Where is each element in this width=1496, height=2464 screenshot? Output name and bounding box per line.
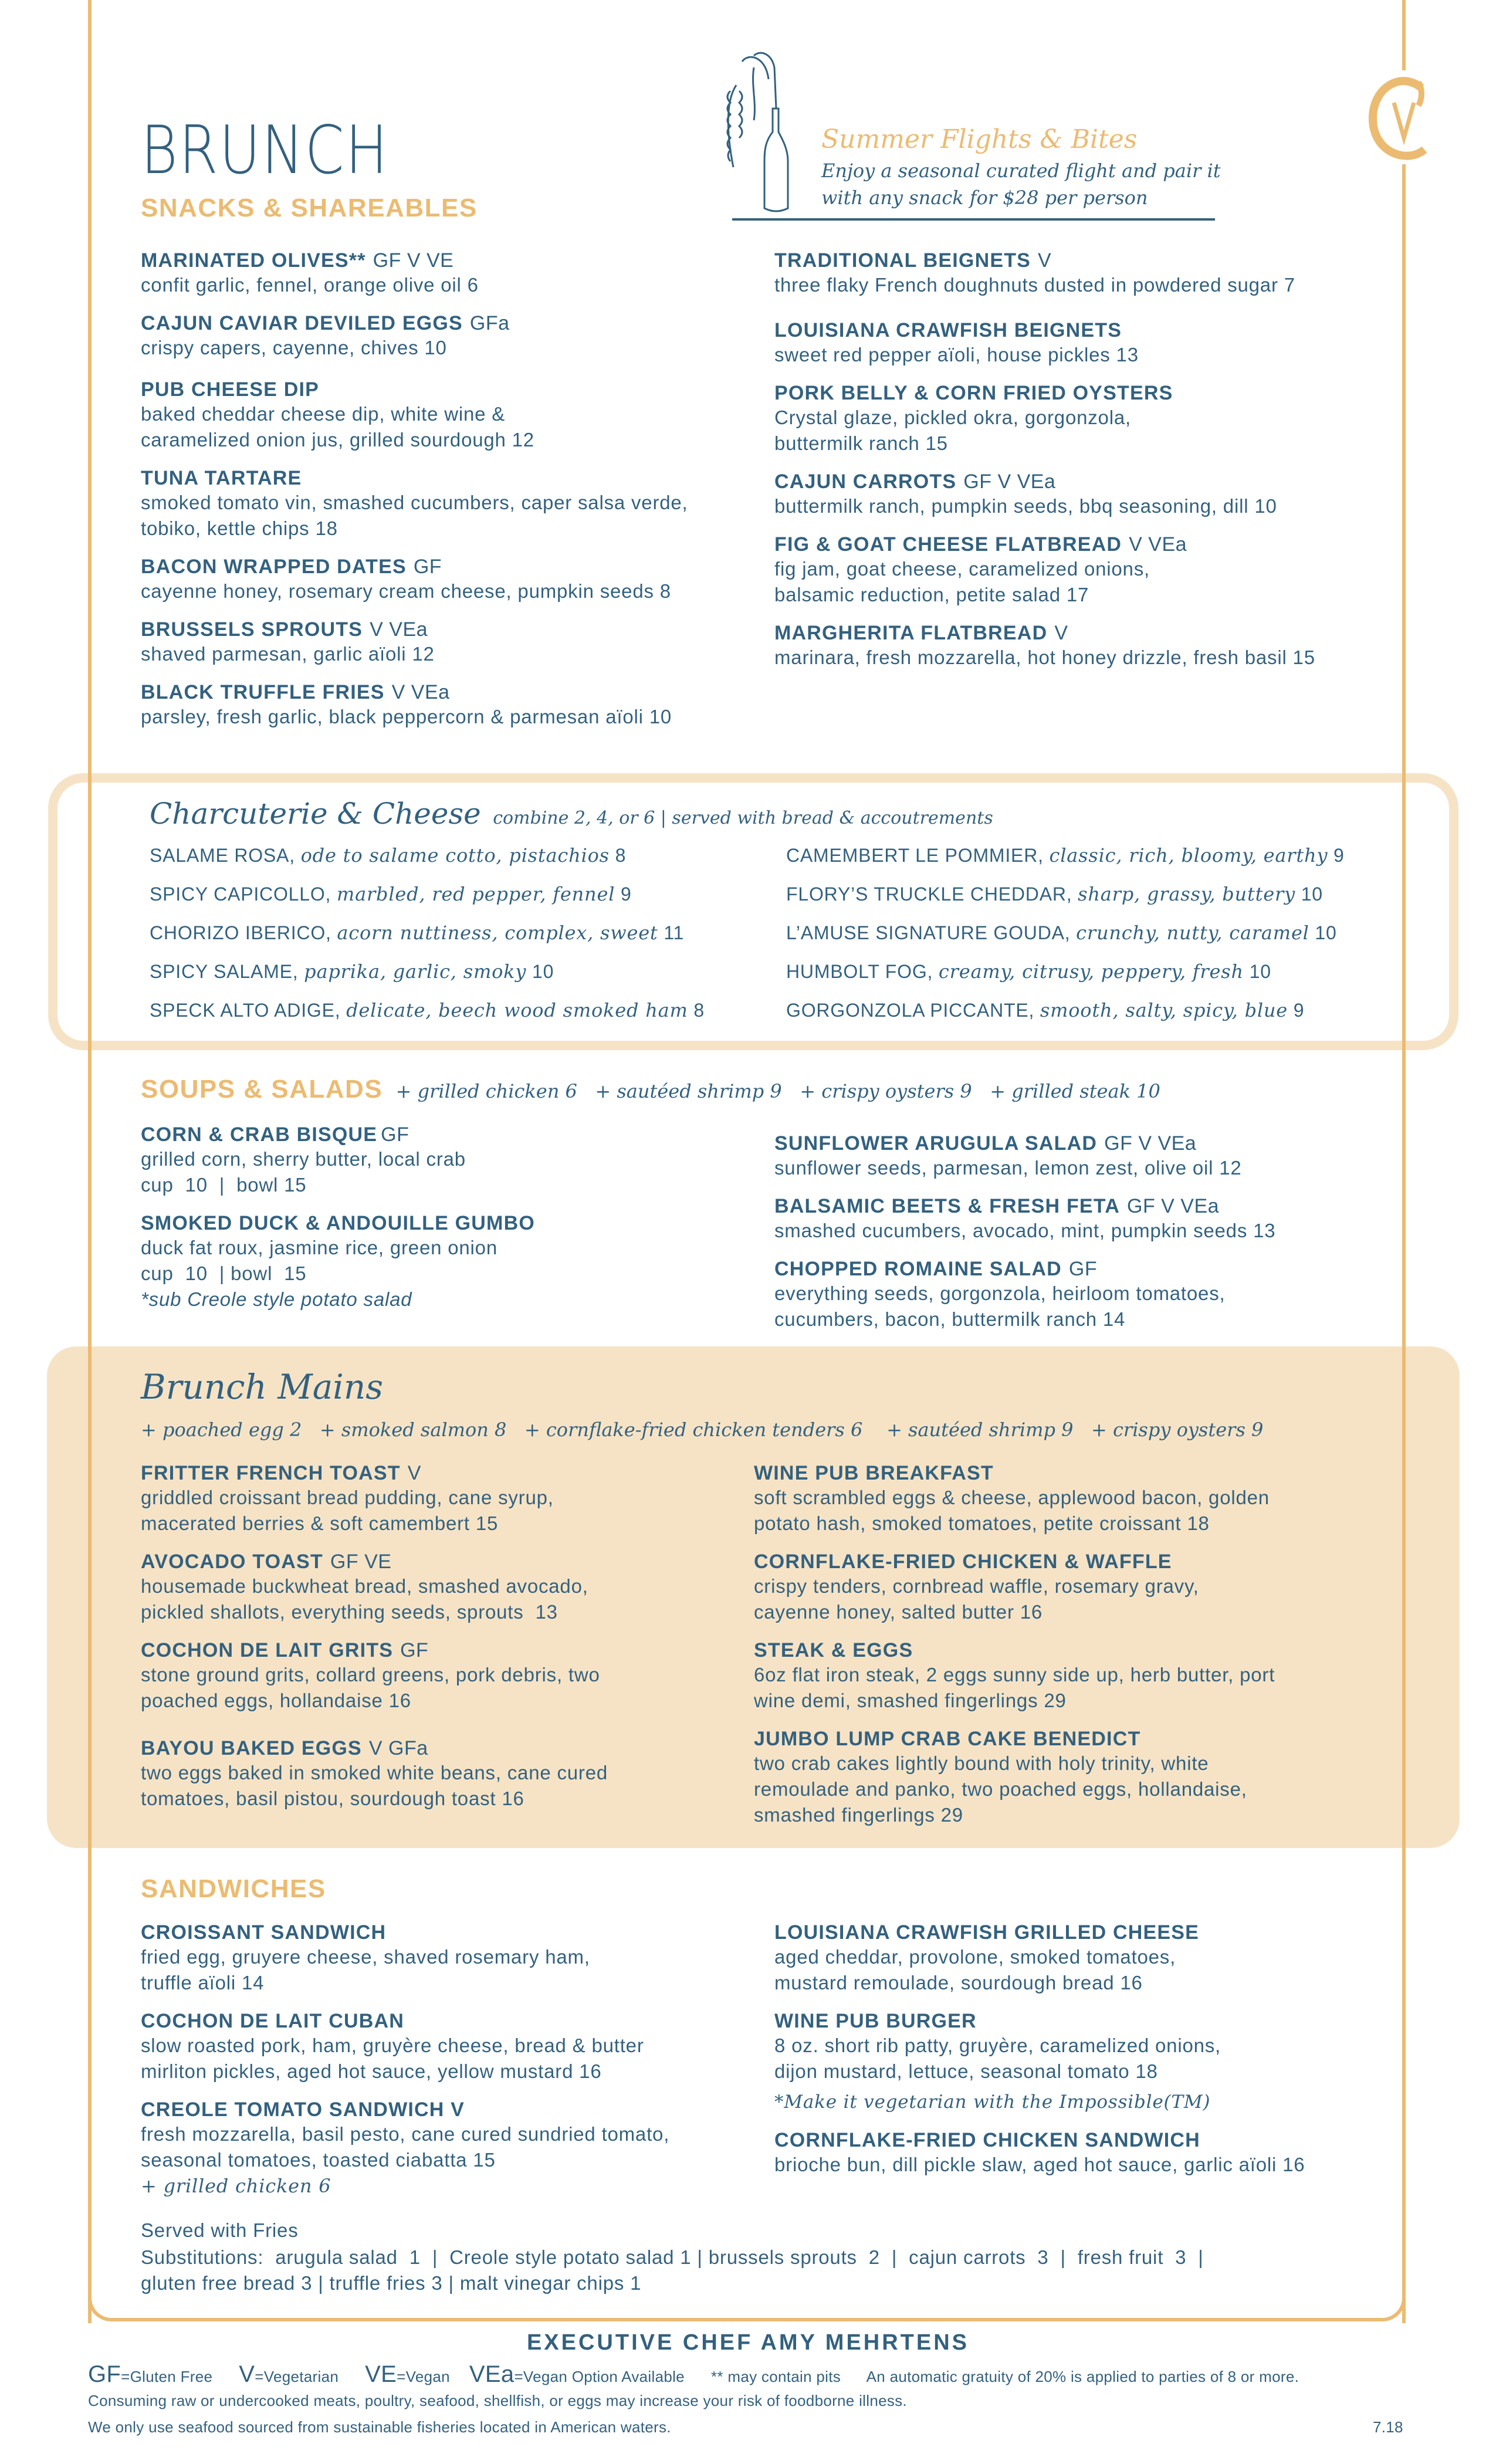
item-desc: parsley, fresh garlic, black peppercorn & parmesan aïoli 10: [141, 706, 672, 727]
item-name: BLACK TRUFFLE FRIES: [141, 681, 385, 703]
menu-item: CORN & CRAB BISQUE GF grilled corn, sherry butter, local crab cup 10 | bowl 15: [141, 1123, 466, 1196]
menu-item: CHOPPED ROMAINE SALAD GF everything seeds, gorgonzola, heirloom tomatoes, cucumbers, bacon, buttermilk ranch 14: [774, 1258, 1226, 1330]
menu-item: BAYOU BAKED EGGS V GFa two eggs baked in smoked white beans, cane cured tomatoes, basil pistou, sourdough toast 16: [141, 1737, 608, 1809]
menu-item: [774, 471, 1396, 519]
menu-item: [141, 556, 757, 604]
menu-item: FRITTER FRENCH TOAST V griddled croissant bread pudding, cane syrup, macerated berries & soft camembert 15: [141, 1462, 554, 1534]
menu-item: [774, 319, 1396, 368]
charcuterie-heading: Charcuterie & Cheese: [150, 797, 481, 831]
item-name: PUB CHEESE DIP: [141, 378, 319, 401]
dietary-tags: V: [1038, 249, 1052, 272]
item-name: TRADITIONAL BEIGNETS: [774, 249, 1031, 272]
item-name: CAJUN CAVIAR DEVILED EGGS: [141, 312, 463, 334]
menu-item: [141, 378, 757, 453]
item-name: TUNA TARTARE: [141, 467, 302, 489]
menu-item: WINE PUB BURGER 8 oz. short rib patty, gruyère, caramelized onions, dijon mustard, lettuce, seasonal tomato 18 *Make it vegetarian with the Impossible(TM): [774, 2010, 1396, 2115]
menu-item: [141, 618, 757, 667]
item-desc: tobiko, kettle chips 18: [141, 517, 338, 539]
item-desc: crispy capers, cayenne, chives 10: [141, 337, 447, 358]
charcuterie-header: [150, 797, 993, 831]
menu-item: SUNFLOWER ARUGULA SALAD GF V VEa sunflower seeds, parmesan, lemon zest, olive oil 12: [774, 1132, 1242, 1179]
pits-note: ** may contain pits: [711, 2368, 841, 2385]
sandwiches-right-column: [774, 1921, 1396, 2192]
dietary-tags: V VEa: [391, 681, 450, 703]
soups-left-column: [141, 1123, 757, 1326]
section-heading-sandwiches: SANDWICHES: [141, 1874, 326, 1903]
item-desc: balsamic reduction, petite salad 17: [774, 584, 1089, 605]
menu-item: CORNFLAKE-FRIED CHICKEN SANDWICH brioche bun, dill pickle slaw, aged hot sauce, garlic aïoli 16: [774, 2129, 1305, 2175]
dietary-tags: V VEa: [370, 618, 428, 641]
mains-right-column: [754, 1462, 1387, 1842]
soups-addons: + grilled chicken 6 + sautéed shrimp 9 + crispy oysters 9 + grilled steak 10: [395, 1080, 1160, 1102]
flights-desc-line2: with any snack for $28 per person: [821, 187, 1148, 209]
item-desc: confit garlic, fennel, orange olive oil 6: [141, 274, 479, 296]
item-desc: three flaky French doughnuts dusted in powdered sugar 7: [774, 274, 1295, 296]
item-name: LOUISIANA CRAWFISH BEIGNETS: [774, 319, 1122, 341]
dietary-tags: V: [1054, 622, 1068, 644]
seafood-note: We only use seafood sourced from sustainable fisheries located in American waters.: [88, 2418, 671, 2436]
menu-item: [141, 249, 757, 298]
flights-desc-line1: Enjoy a seasonal curated flight and pair it: [821, 160, 1221, 182]
dietary-tags: GFa: [469, 312, 510, 334]
dietary-tags: GF V VEa: [963, 471, 1056, 493]
cheese-item: HUMBOLT FOG, creamy, citrusy, peppery, fresh 10: [786, 960, 1271, 983]
item-desc: baked cheddar cheese dip, white wine &: [141, 403, 506, 425]
item-desc: sweet red pepper aïoli, house pickles 13: [774, 344, 1139, 365]
item-name: MARINATED OLIVES**: [141, 249, 366, 272]
menu-item: [774, 382, 1396, 456]
charcuterie-subheading: combine 2, 4, or 6 | served with bread & accoutrements: [493, 808, 993, 828]
item-name: FIG & GOAT CHEESE FLATBREAD: [774, 533, 1122, 556]
cheese-item: GORGONZOLA PICCANTE, smooth, salty, spicy, blue 9: [786, 999, 1305, 1021]
menu-item: [141, 681, 757, 730]
item-name: BACON WRAPPED DATES: [141, 556, 407, 578]
wisteria-bottle-illustration: [719, 44, 789, 214]
menu-item: SMOKED DUCK & ANDOUILLE GUMBO duck fat roux, jasmine rice, green onion cup 10 | bowl 15 *sub Creole style potato salad: [141, 1212, 757, 1312]
item-desc: Crystal glaze, pickled okra, gorgonzola,: [774, 407, 1131, 428]
menu-item: AVOCADO TOAST GF VE housemade buckwheat bread, smashed avocado, pickled shallots, everything seeds, sprouts 13: [141, 1551, 588, 1623]
soups-header: [141, 1075, 1160, 1104]
menu-item: COCHON DE LAIT GRITS GF stone ground grits, collard greens, pork debris, two poached eggs, hollandaise 16: [141, 1639, 600, 1711]
section-heading-snacks: SNACKS & SHAREABLES: [141, 194, 478, 222]
charcuterie-item: SPICY CAPICOLLO, marbled, red pepper, fennel 9: [150, 883, 632, 905]
item-name: BRUSSELS SPROUTS: [141, 618, 363, 641]
menu-item: WINE PUB BREAKFAST soft scrambled eggs & cheese, applewood bacon, golden potato hash, smoked tomatoes, petite croissant 18: [754, 1462, 1270, 1534]
menu-item: [141, 467, 757, 541]
item-name: MARGHERITA FLATBREAD: [774, 622, 1048, 644]
section-heading-soups: SOUPS & SALADS: [141, 1075, 383, 1104]
section-heading-mains: Brunch Mains: [141, 1367, 383, 1407]
snacks-left-column: [141, 249, 757, 744]
substitutions-line2: gluten free bread 3 | truffle fries 3 | malt vinegar chips 1: [141, 2272, 642, 2294]
charcuterie-item: SPICY SALAME, paprika, garlic, smoky 10: [150, 960, 554, 983]
item-desc: cayenne honey, rosemary cream cheese, pumpkin seeds 8: [141, 580, 671, 602]
sandwiches-left-column: [141, 1921, 763, 2213]
salads-right-column: [774, 1132, 1396, 1346]
menu-item: [774, 249, 1396, 298]
menu-item: [774, 622, 1396, 671]
mains-left-column: [141, 1462, 745, 1826]
menu-item: CROISSANT SANDWICH fried egg, gruyere cheese, shaved rosemary ham, truffle aïoli 14: [141, 1921, 590, 1993]
menu-item: JUMBO LUMP CRAB CAKE BENEDICT two crab cakes lightly bound with holy trinity, white remoulade and panko, two poached eggs, hollandaise, smashed fingerlings 29: [754, 1728, 1247, 1826]
item-desc: smoked tomato vin, smashed cucumbers, caper salsa verde,: [141, 492, 688, 513]
item-note: *Make it vegetarian with the Impossible(TM): [774, 2091, 1211, 2113]
menu-item: CORNFLAKE-FRIED CHICKEN & WAFFLE crispy tenders, cornbread waffle, rosemary gravy, cayenne honey, salted butter 16: [754, 1551, 1199, 1623]
menu-version: 7.18: [1373, 2418, 1403, 2436]
item-desc: caramelized onion jus, grilled sourdough 12: [141, 429, 534, 451]
item-desc: fig jam, goat cheese, caramelized onions,: [774, 558, 1150, 580]
cheese-item: CAMEMBERT LE POMMIER, classic, rich, bloomy, earthy 9: [786, 844, 1345, 867]
item-desc: marinara, fresh mozzarella, hot honey drizzle, fresh basil 15: [774, 647, 1315, 668]
page-title: BRUNCH: [141, 111, 389, 189]
snacks-right-column: [774, 249, 1396, 685]
dietary-legend: GF=Gluten Free V=Vegetarian VE=Vegan VEa=Vegan Option Available ** may contain pits An automatic gratuity of 20% is applied to parties of 8 or more.: [88, 2361, 1299, 2387]
item-name: CAJUN CARROTS: [774, 471, 957, 493]
charcuterie-item: SALAME ROSA, ode to salame cotto, pistachios 8: [150, 844, 627, 867]
item-note: *sub Creole style potato salad: [141, 1288, 412, 1310]
menu-item: LOUISIANA CRAWFISH GRILLED CHEESE aged cheddar, provolone, smoked tomatoes, mustard remoulade, sourdough bread 16: [774, 1921, 1200, 1993]
menu-item: [141, 312, 757, 361]
charcuterie-meats: [150, 836, 705, 1030]
item-note: + grilled chicken 6: [141, 2175, 331, 2197]
menu-item: COCHON DE LAIT CUBAN slow roasted pork, ham, gruyère cheese, bread & butter mirliton pickles, aged hot sauce, yellow mustard 16: [141, 2010, 644, 2082]
menu-item: BALSAMIC BEETS & FRESH FETA GF V VEa smashed cucumbers, avocado, mint, pumpkin seeds 13: [774, 1195, 1276, 1241]
gratuity-note: An automatic gratuity of 20% is applied to parties of 8 or more.: [866, 2368, 1299, 2385]
menu-item: [774, 533, 1396, 608]
dietary-tags: GF V VE: [373, 249, 454, 272]
flights-title: Summer Flights & Bites: [821, 124, 1138, 154]
served-with-note: Served with Fries: [141, 2219, 299, 2241]
mains-addons: + poached egg 2 + smoked salmon 8 + cornflake-fried chicken tenders 6 + sautéed shrimp 9 + crispy oysters 9: [141, 1419, 1264, 1441]
charcuterie-item: CHORIZO IBERICO, acorn nuttiness, complex, sweet 11: [150, 922, 685, 944]
cheese-item: FLORY’S TRUCKLE CHEDDAR, sharp, grassy, buttery 10: [786, 883, 1323, 905]
charcuterie-item: SPECK ALTO ADIGE, delicate, beech wood smoked ham 8: [150, 999, 705, 1021]
substitutions-line1: Substitutions: arugula salad 1 | Creole style potato salad 1 | brussels sprouts 2 | cajun carrots 3 | fresh fruit 3 |: [141, 2246, 1204, 2268]
dietary-tags: V VEa: [1129, 533, 1187, 556]
logo-monogram-icon: [1366, 70, 1440, 164]
item-desc: buttermilk ranch 15: [774, 432, 948, 454]
right-rule: [1402, 0, 1406, 2323]
flights-underline: [732, 218, 1215, 221]
left-rule: [88, 0, 92, 2323]
item-desc: buttermilk ranch, pumpkin seeds, bbq seasoning, dill 10: [774, 495, 1277, 517]
menu-item: STEAK & EGGS 6oz flat iron steak, 2 eggs sunny side up, herb butter, port wine demi, smashed fingerlings 29: [754, 1639, 1275, 1711]
raw-food-warning: Consuming raw or undercooked meats, poultry, seafood, shellfish, or eggs may increase your risk of foodborne illness.: [88, 2392, 907, 2409]
cheese-item: L’AMUSE SIGNATURE GOUDA, crunchy, nutty, caramel 10: [786, 922, 1337, 944]
menu-item: CREOLE TOMATO SANDWICH V fresh mozzarella, basil pesto, cane cured sundried tomato, seasonal tomatoes, toasted ciabatta 15 + grilled chicken 6: [141, 2099, 763, 2199]
executive-chef: EXECUTIVE CHEF AMY MEHRTENS: [526, 2330, 970, 2355]
item-desc: shaved parmesan, garlic aïoli 12: [141, 643, 435, 665]
charcuterie-cheeses: [786, 836, 1345, 1030]
dietary-tags: GF: [413, 556, 442, 578]
item-name: PORK BELLY & CORN FRIED OYSTERS: [774, 382, 1173, 404]
